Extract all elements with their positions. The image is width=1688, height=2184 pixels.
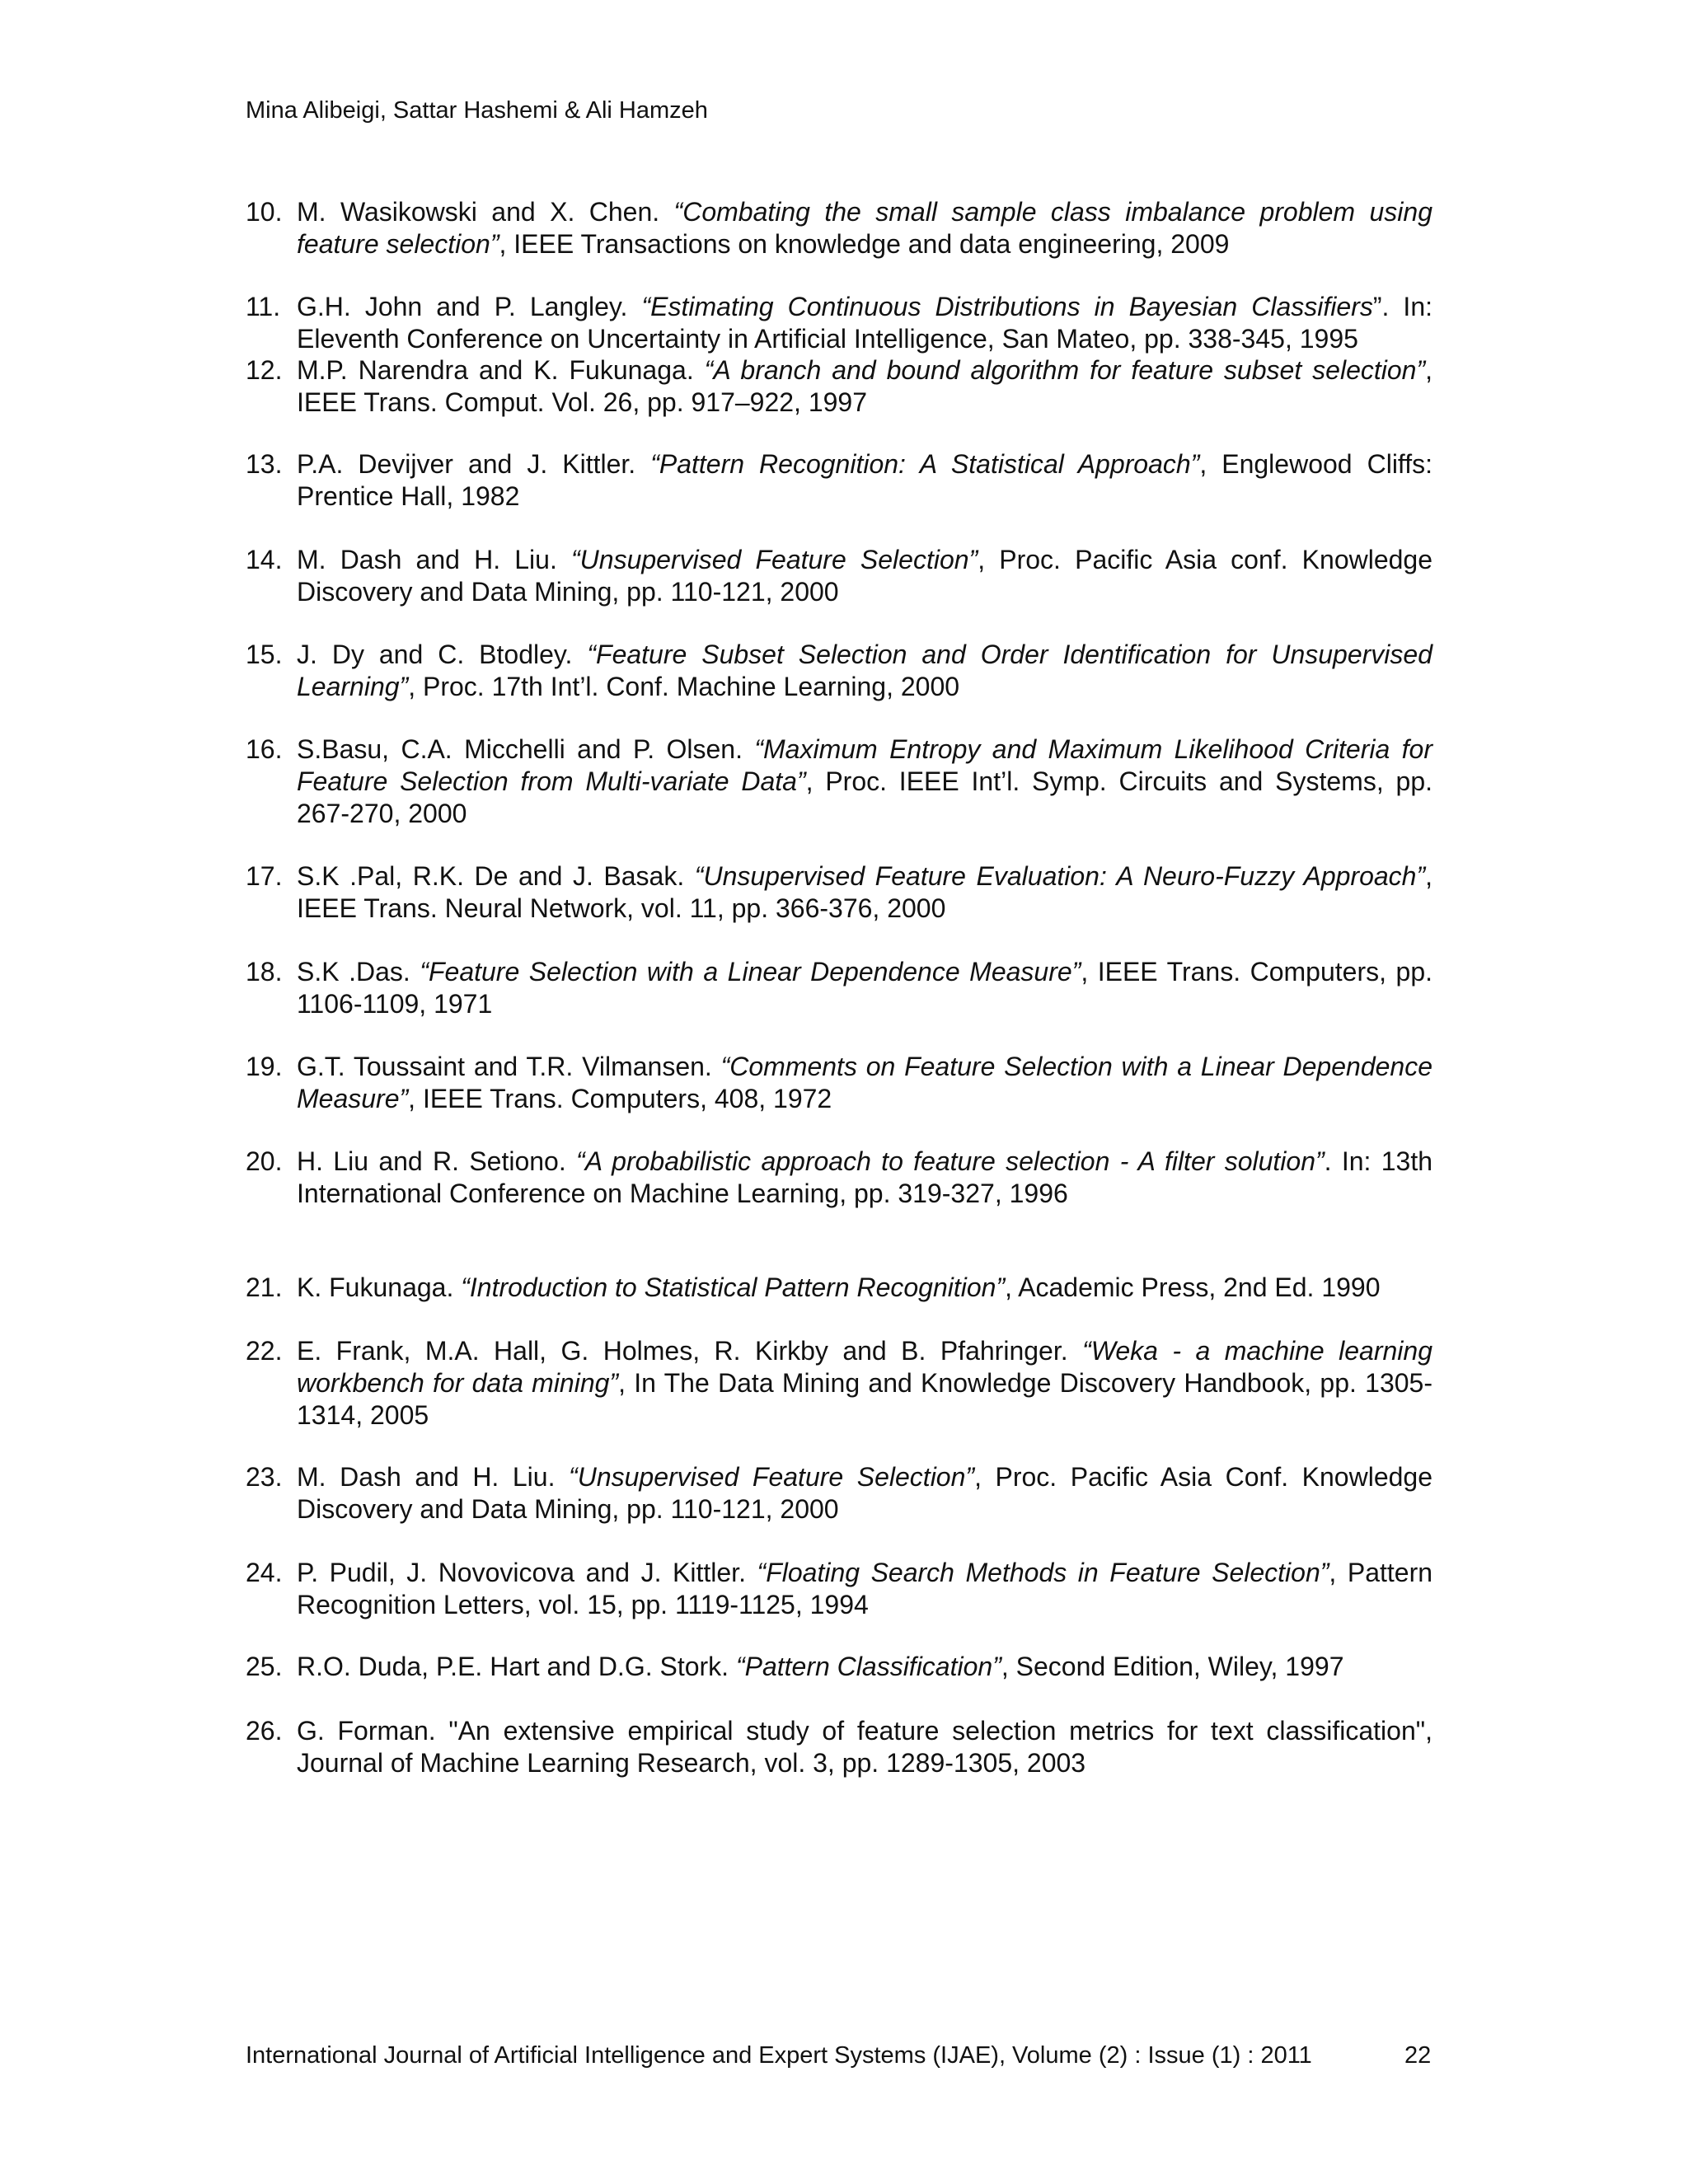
reference-title: “A probabilistic approach to feature selection - A filter solution” bbox=[576, 1146, 1325, 1176]
running-header: Mina Alibeigi, Sattar Hashemi & Ali Hamzeh bbox=[246, 97, 708, 124]
reference-number: 13. bbox=[246, 449, 283, 479]
reference-title: “Unsupervised Feature Selection” bbox=[569, 1462, 975, 1492]
reference-text bbox=[297, 639, 1432, 703]
reference-item bbox=[246, 544, 1432, 608]
reference-number: 24. bbox=[246, 1558, 283, 1587]
reference-item bbox=[246, 354, 1432, 419]
reference-authors: K. Fukunaga. bbox=[297, 1272, 462, 1302]
reference-text bbox=[297, 1335, 1432, 1432]
reference-source: , IEEE Trans. Comput. Vol. 26, pp. 917–922, 1997 bbox=[297, 355, 1433, 417]
reference-title: “Introduction to Statistical Pattern Recognition” bbox=[461, 1272, 1006, 1302]
reference-item bbox=[246, 1272, 1432, 1304]
reference-title: “Comments on Feature Selection with a Linear Dependence Measure” bbox=[297, 1052, 1433, 1113]
reference-authors: E. Frank, M.A. Hall, G. Holmes, R. Kirkby and B. Pfahringer. bbox=[297, 1336, 1083, 1366]
reference-source: , Pattern Recognition Letters, vol. 15, pp. 1119-1125, 1994 bbox=[297, 1558, 1433, 1619]
reference-source: , Proc. IEEE Int’l. Symp. Circuits and Systems, pp. 267-270, 2000 bbox=[297, 766, 1432, 828]
reference-title: “Floating Search Methods in Feature Selection” bbox=[757, 1558, 1329, 1587]
reference-text bbox=[297, 860, 1432, 925]
reference-text bbox=[297, 448, 1432, 513]
reference-source: , In The Data Mining and Knowledge Discovery Handbook, pp. 1305-1314, 2005 bbox=[297, 1368, 1433, 1430]
reference-item bbox=[246, 1715, 1432, 1779]
reference-text bbox=[297, 196, 1432, 260]
reference-title: “Unsupervised Feature Selection” bbox=[571, 545, 978, 574]
reference-title: “Pattern Recognition: A Statistical Approach” bbox=[650, 449, 1200, 479]
reference-item bbox=[246, 733, 1432, 830]
reference-authors: G.H. John and P. Langley. bbox=[297, 292, 642, 321]
reference-item bbox=[246, 639, 1432, 703]
reference-title: “Combating the small sample class imbalance problem using feature selection” bbox=[297, 197, 1433, 259]
reference-source: , IEEE Trans. Computers, 408, 1972 bbox=[408, 1084, 832, 1113]
journal-footer: International Journal of Artificial Intelligence and Expert Systems (IJAE), Volume (2) : Issue (1) : 2011 bbox=[246, 2042, 1312, 2069]
reference-number: 12. bbox=[246, 355, 283, 385]
reference-authors: J. Dy and C. Btodley. bbox=[297, 640, 588, 669]
reference-number: 14. bbox=[246, 545, 283, 574]
reference-title: “Feature Subset Selection and Order Identification for Unsupervised Learning” bbox=[297, 640, 1433, 701]
reference-number: 17. bbox=[246, 861, 283, 891]
reference-authors: R.O. Duda, P.E. Hart and D.G. Stork. bbox=[297, 1652, 736, 1681]
reference-source: , IEEE Transactions on knowledge and data engineering, 2009 bbox=[499, 229, 1230, 259]
reference-authors: H. Liu and R. Setiono. bbox=[297, 1146, 577, 1176]
reference-item bbox=[246, 1146, 1432, 1210]
reference-source: , IEEE Trans. Neural Network, vol. 11, pp. 366-376, 2000 bbox=[297, 861, 1432, 923]
reference-authors: G.T. Toussaint and T.R. Vilmansen. bbox=[297, 1052, 721, 1081]
reference-item bbox=[246, 291, 1432, 355]
reference-item bbox=[246, 1335, 1432, 1432]
reference-title: “A branch and bound algorithm for feature subset selection” bbox=[704, 355, 1426, 385]
reference-text bbox=[297, 1146, 1432, 1210]
reference-item bbox=[246, 860, 1432, 925]
reference-authors: M. Dash and H. Liu. bbox=[297, 545, 572, 574]
reference-source: ”. In: Eleventh Conference on Uncertainty in Artificial Intelligence, San Mateo, pp. 338-345, 1995 bbox=[297, 292, 1433, 354]
reference-text bbox=[297, 956, 1432, 1020]
reference-item bbox=[246, 956, 1432, 1020]
reference-authors: G. Forman. "An extensive empirical study of feature selection metrics for text classification", Journal of Machine Learning Research, vol. 3, pp. 1289-1305, 2003 bbox=[297, 1716, 1432, 1778]
reference-title: “Feature Selection with a Linear Dependence Measure” bbox=[420, 957, 1081, 987]
reference-number: 20. bbox=[246, 1146, 283, 1176]
reference-source: . In: 13th International Conference on Machine Learning, pp. 319-327, 1996 bbox=[297, 1146, 1433, 1208]
reference-item bbox=[246, 1051, 1432, 1115]
reference-number: 10. bbox=[246, 197, 283, 227]
page-number: 22 bbox=[1404, 2042, 1432, 2069]
reference-text bbox=[297, 354, 1432, 419]
reference-authors: M. Dash and H. Liu. bbox=[297, 1462, 570, 1492]
reference-authors: S.Basu, C.A. Micchelli and P. Olsen. bbox=[297, 734, 755, 764]
reference-authors: S.K .Das. bbox=[297, 957, 420, 987]
reference-authors: M. Wasikowski and X. Chen. bbox=[297, 197, 674, 227]
reference-number: 26. bbox=[246, 1716, 283, 1746]
reference-text bbox=[297, 291, 1432, 355]
reference-text bbox=[297, 1651, 1432, 1683]
reference-number: 18. bbox=[246, 957, 283, 987]
reference-text bbox=[297, 1715, 1432, 1779]
reference-text bbox=[297, 544, 1432, 608]
reference-number: 15. bbox=[246, 640, 283, 669]
reference-authors: P. Pudil, J. Novovicova and J. Kittler. bbox=[297, 1558, 757, 1587]
reference-text bbox=[297, 1051, 1432, 1115]
reference-item bbox=[246, 196, 1432, 260]
reference-number: 22. bbox=[246, 1336, 283, 1366]
reference-title: “Weka - a machine learning workbench for data mining” bbox=[297, 1336, 1433, 1398]
reference-item bbox=[246, 1461, 1432, 1526]
reference-title: “Pattern Classification” bbox=[735, 1652, 1001, 1681]
reference-number: 21. bbox=[246, 1272, 283, 1302]
reference-authors: P.A. Devijver and J. Kittler. bbox=[297, 449, 651, 479]
reference-number: 16. bbox=[246, 734, 283, 764]
reference-title: “Maximum Entropy and Maximum Likelihood Criteria for Feature Selection from Multi-variate Data” bbox=[297, 734, 1432, 796]
reference-title: “Unsupervised Feature Evaluation: A Neuro-Fuzzy Approach” bbox=[694, 861, 1426, 891]
reference-number: 23. bbox=[246, 1462, 283, 1492]
reference-authors: M.P. Narendra and K. Fukunaga. bbox=[297, 355, 705, 385]
reference-title: “Estimating Continuous Distributions in Bayesian Classifiers bbox=[641, 292, 1373, 321]
reference-text bbox=[297, 1272, 1432, 1304]
reference-number: 19. bbox=[246, 1052, 283, 1081]
reference-item bbox=[246, 1557, 1432, 1621]
reference-item bbox=[246, 1651, 1432, 1683]
reference-source: , Academic Press, 2nd Ed. 1990 bbox=[1005, 1272, 1381, 1302]
reference-authors: S.K .Pal, R.K. De and J. Basak. bbox=[297, 861, 695, 891]
reference-source: , Proc. 17th Int’l. Conf. Machine Learning, 2000 bbox=[408, 672, 960, 701]
reference-source: , IEEE Trans. Computers, pp. 1106-1109, 1971 bbox=[297, 957, 1433, 1019]
reference-number: 25. bbox=[246, 1652, 283, 1681]
reference-text bbox=[297, 1461, 1432, 1526]
reference-number: 11. bbox=[246, 292, 281, 321]
reference-text bbox=[297, 733, 1432, 830]
reference-source: , Proc. Pacific Asia conf. Knowledge Discovery and Data Mining, pp. 110-121, 2000 bbox=[297, 545, 1433, 607]
reference-source: , Englewood Cliffs: Prentice Hall, 1982 bbox=[297, 449, 1433, 511]
reference-item bbox=[246, 448, 1432, 513]
reference-text bbox=[297, 1557, 1432, 1621]
reference-source: , Second Edition, Wiley, 1997 bbox=[1001, 1652, 1344, 1681]
reference-source: , Proc. Pacific Asia Conf. Knowledge Discovery and Data Mining, pp. 110-121, 2000 bbox=[297, 1462, 1433, 1524]
